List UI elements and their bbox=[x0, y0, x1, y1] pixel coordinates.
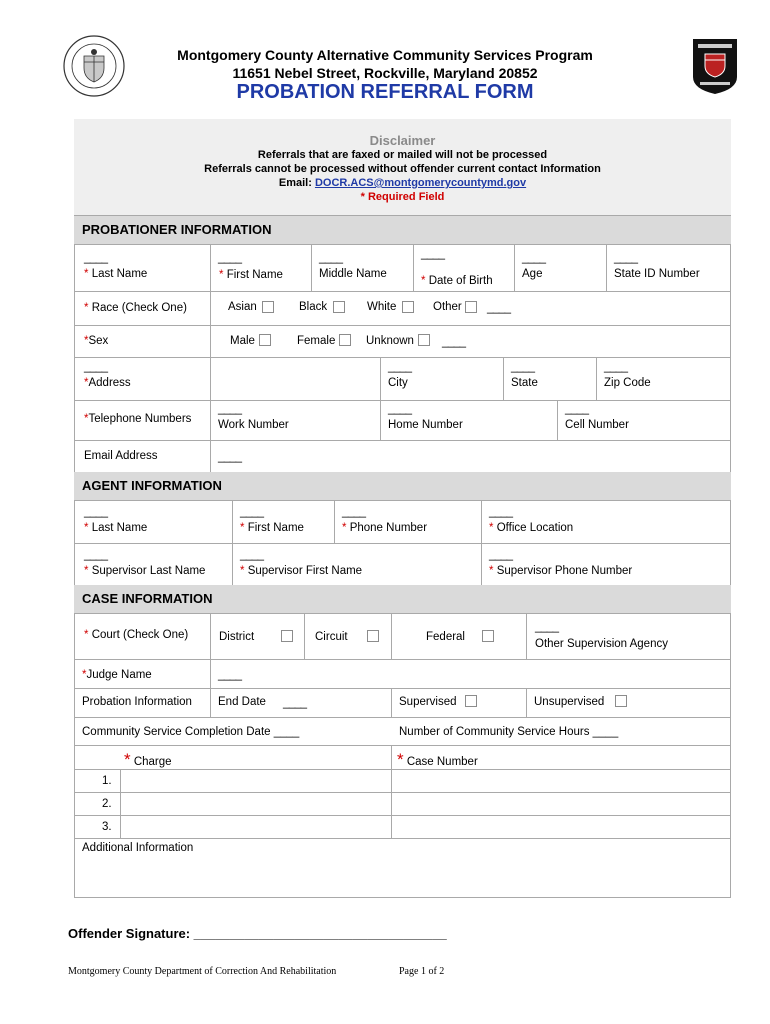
divider bbox=[74, 717, 731, 718]
address-label: *Address bbox=[84, 377, 131, 389]
office-location-label: * Office Location bbox=[489, 522, 574, 534]
divider bbox=[413, 244, 414, 291]
divider bbox=[74, 325, 731, 326]
divider bbox=[74, 440, 731, 441]
divider bbox=[74, 613, 731, 614]
zip-label: Zip Code bbox=[604, 377, 651, 389]
agent-last-name-label: * Last Name bbox=[84, 522, 148, 534]
divider bbox=[74, 659, 731, 660]
divider bbox=[74, 357, 731, 358]
first-name-label: * First Name bbox=[219, 269, 283, 281]
state-label: State bbox=[511, 377, 538, 389]
sex-label: *Sex bbox=[84, 335, 109, 347]
race-other-label: Other bbox=[433, 301, 462, 313]
middle-name-label: Middle Name bbox=[319, 268, 387, 280]
divider bbox=[74, 688, 731, 689]
zip-field[interactable]: ____ bbox=[604, 361, 628, 373]
race-asian-label: Asian bbox=[228, 301, 257, 313]
cs-hours-label[interactable]: Number of Community Service Hours ____ bbox=[399, 726, 619, 738]
city-label: City bbox=[388, 377, 408, 389]
age-field[interactable]: ____ bbox=[522, 252, 546, 264]
sex-female-checkbox[interactable] bbox=[339, 334, 351, 346]
last-name-field[interactable]: ____ bbox=[84, 252, 108, 264]
case-number-field-2[interactable] bbox=[393, 793, 730, 815]
race-black-checkbox[interactable] bbox=[333, 301, 345, 313]
charge-field-3[interactable] bbox=[122, 816, 390, 838]
charge-field-2[interactable] bbox=[122, 793, 390, 815]
divider bbox=[596, 357, 597, 400]
divider bbox=[526, 688, 527, 717]
divider bbox=[503, 357, 504, 400]
unsupervised-checkbox[interactable] bbox=[615, 695, 627, 707]
case-section-header: CASE INFORMATION bbox=[74, 585, 731, 613]
additional-info-label: Additional Information bbox=[82, 842, 194, 854]
divider bbox=[210, 613, 211, 717]
charge-field-1[interactable] bbox=[122, 770, 390, 792]
other-agency-label: Other Supervision Agency bbox=[535, 638, 668, 650]
race-black-label: Black bbox=[299, 301, 328, 313]
first-name-field[interactable]: ____ bbox=[218, 252, 242, 264]
dob-field[interactable]: ____ bbox=[421, 248, 445, 260]
charge-row-number: 2. bbox=[102, 798, 112, 810]
probationer-section-header: PROBATIONER INFORMATION bbox=[74, 216, 731, 244]
divider bbox=[74, 244, 731, 245]
end-date-label: End Date bbox=[218, 696, 266, 708]
judge-name-field[interactable]: ____ bbox=[218, 669, 242, 681]
disclaimer-line-2: Referrals cannot be processed without offender current contact Information bbox=[204, 163, 601, 175]
divider bbox=[74, 500, 731, 501]
disclaimer-line-1: Referrals that are faxed or mailed will not be processed bbox=[257, 149, 548, 161]
race-asian-checkbox[interactable] bbox=[262, 301, 274, 313]
address-field[interactable]: ____ bbox=[84, 361, 108, 373]
email-address-label: Email Address bbox=[84, 450, 158, 462]
race-other-field[interactable]: ____ bbox=[487, 302, 511, 314]
charge-row-number: 1. bbox=[102, 775, 112, 787]
race-white-label: White bbox=[367, 301, 397, 313]
charge-row-number: 3. bbox=[102, 821, 112, 833]
supervisor-phone-label: * Supervisor Phone Number bbox=[489, 565, 633, 577]
city-field[interactable]: ____ bbox=[388, 361, 412, 373]
home-number-field[interactable]: ____ bbox=[388, 403, 412, 415]
agent-last-name-field[interactable]: ____ bbox=[84, 506, 108, 518]
sex-female-label: Female bbox=[297, 335, 336, 347]
dob-label: * Date of Birth bbox=[421, 275, 493, 287]
race-other-checkbox[interactable] bbox=[465, 301, 477, 313]
divider bbox=[120, 769, 121, 838]
org-address: 11651 Nebel Street, Rockville, Maryland 20852 bbox=[232, 65, 538, 81]
supervised-label: Supervised bbox=[399, 696, 457, 708]
org-name: Montgomery County Alternative Community Services Program bbox=[177, 47, 593, 63]
state-field[interactable]: ____ bbox=[511, 361, 535, 373]
supervisor-last-name-field[interactable]: ____ bbox=[84, 549, 108, 561]
agent-first-name-label: * First Name bbox=[240, 522, 304, 534]
required-note: * Required Field bbox=[360, 191, 445, 203]
last-name-label: * Last Name bbox=[84, 268, 148, 280]
middle-name-field[interactable]: ____ bbox=[319, 252, 343, 264]
cell-number-label: Cell Number bbox=[565, 419, 629, 431]
unsupervised-label: Unsupervised bbox=[534, 696, 605, 708]
disclaimer-email-line bbox=[74, 177, 731, 189]
email-address-field[interactable]: ____ bbox=[218, 451, 242, 463]
sex-unknown-label: Unknown bbox=[366, 335, 414, 347]
charge-label: * Charge bbox=[124, 750, 172, 769]
divider bbox=[74, 291, 731, 292]
case-number-label: * Case Number bbox=[397, 750, 478, 769]
divider bbox=[74, 838, 731, 839]
case-number-field-1[interactable] bbox=[393, 770, 730, 792]
agent-section-header: AGENT INFORMATION bbox=[74, 472, 731, 500]
office-location-field[interactable]: ____ bbox=[489, 506, 513, 518]
divider bbox=[514, 244, 515, 291]
work-number-label: Work Number bbox=[218, 419, 289, 431]
email-link[interactable]: DOCR.ACS@montgomerycountymd.gov bbox=[314, 177, 527, 189]
sex-male-checkbox[interactable] bbox=[259, 334, 271, 346]
footer-page-number: Page 1 of 2 bbox=[399, 966, 445, 977]
race-label: * Race (Check One) bbox=[84, 302, 187, 314]
divider bbox=[74, 543, 731, 544]
supervisor-first-name-label: * Supervisor First Name bbox=[240, 565, 363, 577]
divider bbox=[334, 500, 335, 543]
agent-phone-label: * Phone Number bbox=[342, 522, 428, 534]
supervised-checkbox[interactable] bbox=[465, 695, 477, 707]
court-federal-checkbox[interactable] bbox=[482, 630, 494, 642]
court-circuit-checkbox[interactable] bbox=[367, 630, 379, 642]
disclaimer-heading: Disclaimer bbox=[369, 133, 436, 148]
court-federal-label: Federal bbox=[426, 631, 465, 643]
divider bbox=[232, 500, 233, 585]
supervisor-phone-field[interactable]: ____ bbox=[489, 549, 513, 561]
sex-unknown-checkbox[interactable] bbox=[418, 334, 430, 346]
divider bbox=[391, 613, 392, 659]
divider bbox=[391, 688, 392, 717]
divider bbox=[526, 613, 527, 659]
court-label: * Court (Check One) bbox=[84, 629, 189, 641]
divider bbox=[391, 745, 392, 838]
form-title: PROBATION REFERRAL FORM bbox=[236, 81, 534, 103]
supervisor-last-name-label: * Supervisor Last Name bbox=[84, 565, 206, 577]
court-district-checkbox[interactable] bbox=[281, 630, 293, 642]
sex-other-field[interactable]: ____ bbox=[442, 336, 466, 348]
disclaimer-box bbox=[74, 119, 731, 216]
divider bbox=[557, 400, 558, 440]
cell-number-field[interactable]: ____ bbox=[565, 403, 589, 415]
divider bbox=[74, 400, 731, 401]
end-date-field[interactable]: ____ bbox=[283, 697, 307, 709]
case-number-field-3[interactable] bbox=[393, 816, 730, 838]
email-label: Email: bbox=[278, 177, 312, 189]
court-circuit-label: Circuit bbox=[315, 631, 348, 643]
supervisor-first-name-field[interactable]: ____ bbox=[240, 549, 264, 561]
judge-name-label: *Judge Name bbox=[82, 669, 152, 681]
probation-info-label: Probation Information bbox=[82, 696, 192, 708]
divider bbox=[380, 357, 381, 440]
court-district-label: District bbox=[219, 631, 255, 643]
divider bbox=[74, 745, 731, 746]
footer-department: Montgomery County Department of Correction And Rehabilitation bbox=[68, 966, 337, 977]
telephone-label: *Telephone Numbers bbox=[84, 413, 192, 425]
divider bbox=[606, 244, 607, 291]
cs-completion-date-label[interactable]: Community Service Completion Date ____ bbox=[82, 726, 300, 738]
state-id-label: State ID Number bbox=[614, 268, 700, 280]
home-number-label: Home Number bbox=[388, 419, 463, 431]
divider bbox=[304, 613, 305, 659]
divider bbox=[311, 244, 312, 291]
sex-male-label: Male bbox=[230, 335, 255, 347]
offender-signature-line[interactable]: Offender Signature: ___________________________________ bbox=[68, 926, 447, 941]
other-agency-field[interactable]: ____ bbox=[535, 621, 559, 633]
divider bbox=[210, 244, 211, 472]
state-id-field[interactable]: ____ bbox=[614, 252, 638, 264]
divider bbox=[481, 500, 482, 585]
work-number-field[interactable]: ____ bbox=[218, 403, 242, 415]
agent-first-name-field[interactable]: ____ bbox=[240, 506, 264, 518]
additional-info-field[interactable] bbox=[76, 858, 728, 896]
race-white-checkbox[interactable] bbox=[402, 301, 414, 313]
agent-phone-field[interactable]: ____ bbox=[342, 506, 366, 518]
age-label: Age bbox=[522, 268, 543, 280]
